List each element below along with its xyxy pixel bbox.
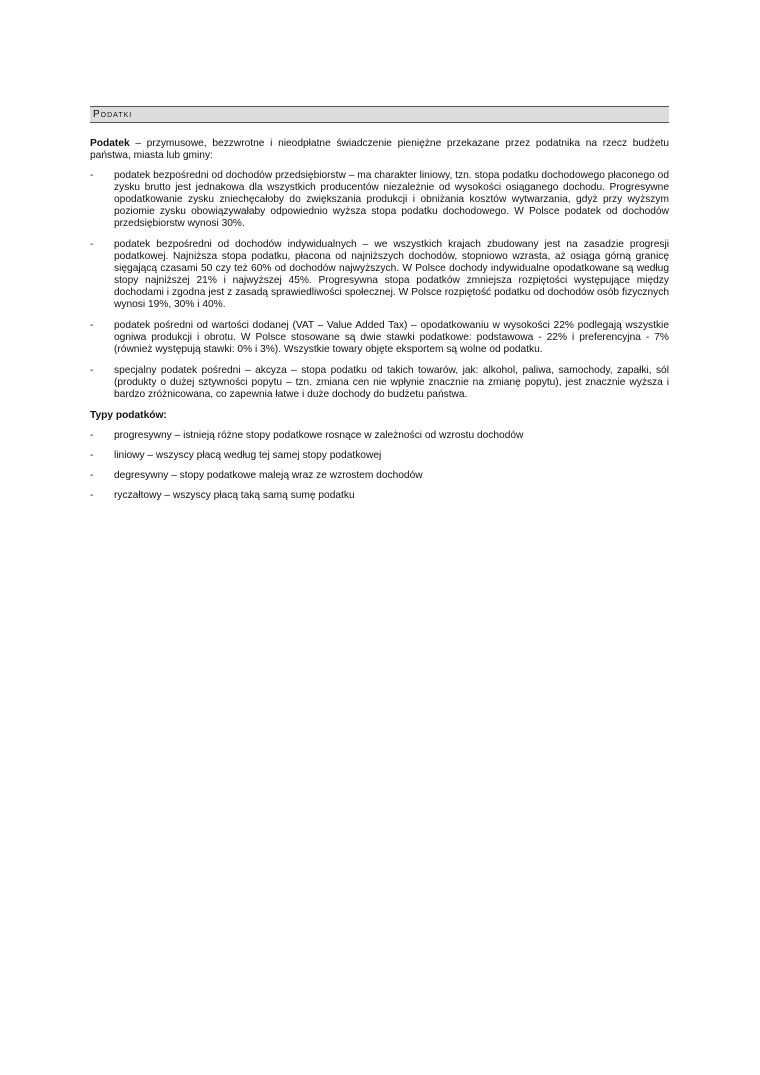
definition-paragraph <box>90 138 669 162</box>
list-item <box>90 239 669 311</box>
list-item-text: specjalny podatek pośredni – akcyza – stopa podatku od takich towarów, jak: alkohol, paliwa, samochody, zapałki, sól (produkty o dużej sztywności popytu – tzn. zmiana cen nie wpłynie znacznie na zmianę popytu), jest znacznie wyższa i bardzo zróżnicowana, co zapewnia łatwe i duże dochody do budżetu państwa. <box>114 365 669 400</box>
list-dash: - <box>90 490 94 501</box>
list-item <box>90 490 669 502</box>
list-item <box>90 430 669 442</box>
definition-term: Podatek <box>90 138 130 149</box>
tax-types-list <box>90 430 669 502</box>
section-header-bar <box>90 106 669 123</box>
section-title: Podatki <box>93 109 133 120</box>
list-item-text: degresywny – stopy podatkowe maleją wraz ze wzrostem dochodów <box>114 470 423 481</box>
list-item-text: podatek bezpośredni od dochodów indywidualnych – we wszystkich krajach zbudowany jest na zasadzie progresji podatkowej. Najniższa stopa podatku, płacona od najniższych dochodów, stopniowo wzrasta, aż osiąga górną granicę sięgającą czasami 50 czy też 60% od dochodów najwyższych. W Polsce dochody indywidualne opodatkowane są według stopy najniższej 21% i najwyższej 45%. Progresywna stopa podatków zmniejsza rozpiętości występujące między dochodami i zgodna jest z zasadą sprawiedliwości społecznej. W Polsce rozpiętość podatku od dochodów osób fizycznych wynosi 19%, 30% i 40%. <box>114 239 669 310</box>
tax-kinds-list <box>90 170 669 401</box>
list-item <box>90 170 669 230</box>
list-dash: - <box>90 430 94 441</box>
list-item <box>90 450 669 462</box>
definition-text: – przymusowe, bezzwrotne i nieodpłatne świadczenie pieniężne przekazane przez podatnika na rzecz budżetu państwa, miasta lub gminy: <box>90 138 669 161</box>
list-item-text: podatek pośredni od wartości dodanej (VAT – Value Added Tax) – opodatkowaniu w wysokości 22% podlegają wszystkie ogniwa produkcji i obrotu. W Polsce stosowane są dwie stawki podatkowe: podstawowa - 22% i preferencyjna - 7% (również występują stawki: 0% i 3%). Wszystkie towary objęte eksportem są wolne od podatku. <box>114 320 669 355</box>
list-item-text: podatek bezpośredni od dochodów przedsiębiorstw – ma charakter liniowy, tzn. stopa podatku dochodowego płaconego od zysku brutto jest jednakowa dla wszystkich producentów niezależnie od wysokości osiąganego dochodu. Progresywne opodatkowanie zysku zniechęcałoby do zwiększania produkcji i obniżania kosztów wytwarzania, gdyż przy wyższym poziomie zysku obowiązywałaby odpowiednio wyższa stopa podatku dochodowego. W Polsce podatek od dochodów przedsiębiorstw wynosi 30%. <box>114 170 669 229</box>
list-item-text: ryczałtowy – wszyscy płacą taką samą sumę podatku <box>114 490 355 501</box>
list-item <box>90 320 669 356</box>
list-item <box>90 470 669 482</box>
list-dash: - <box>90 239 94 250</box>
list-item-text: liniowy – wszyscy płacą według tej samej stopy podatkowej <box>114 450 382 461</box>
types-heading: Typy podatków: <box>90 410 167 421</box>
list-dash: - <box>90 450 94 461</box>
document-content <box>90 138 669 510</box>
list-dash: - <box>90 170 94 181</box>
list-dash: - <box>90 365 94 376</box>
list-item-text: progresywny – istnieją różne stopy podatkowe rosnące w zależności od wzrostu dochodów <box>114 430 524 441</box>
list-dash: - <box>90 320 94 331</box>
list-dash: - <box>90 470 94 481</box>
list-item <box>90 365 669 401</box>
